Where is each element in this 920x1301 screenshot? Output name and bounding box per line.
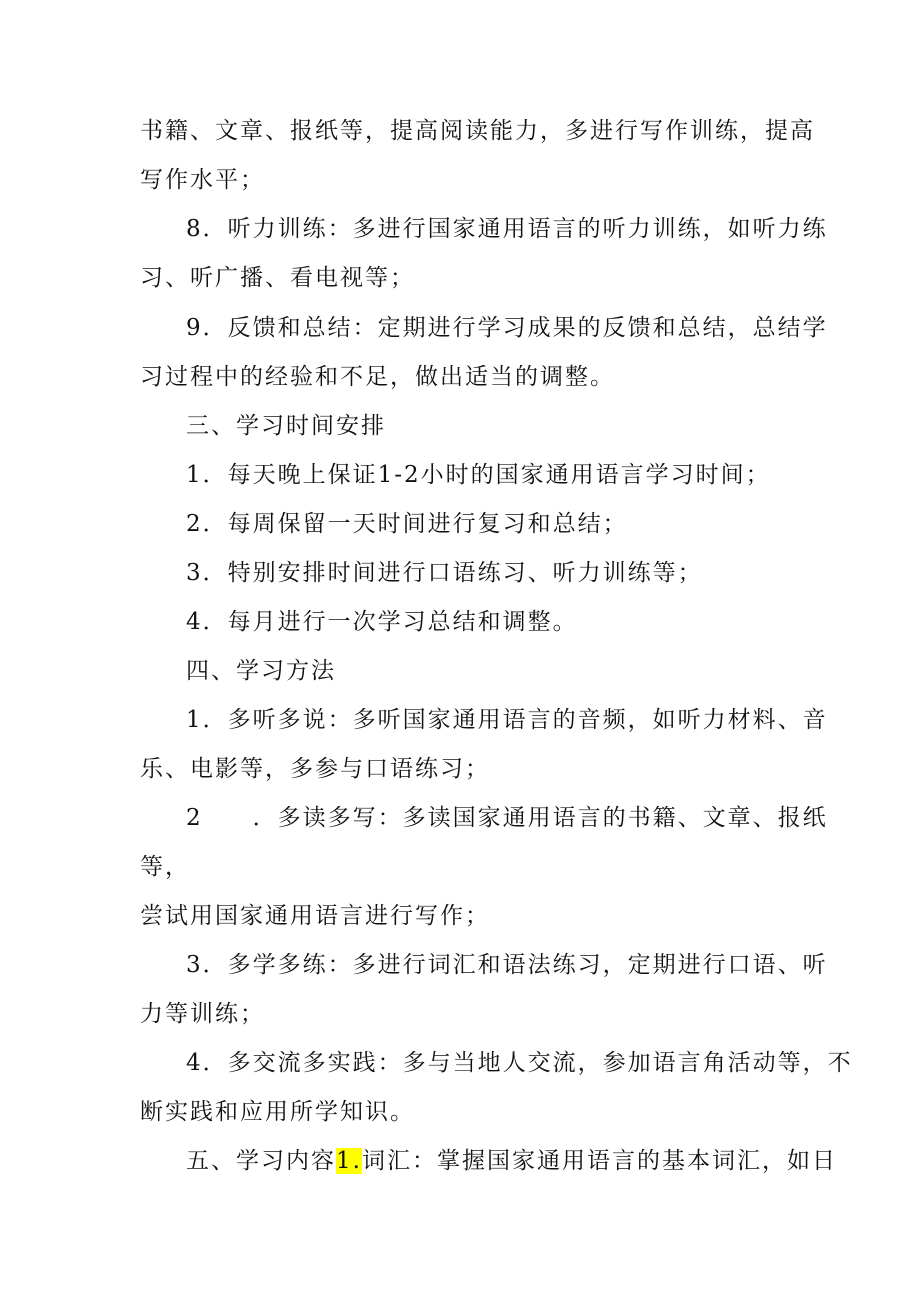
paragraph-line: 书籍、文章、报纸等，提高阅读能力，多进行写作训练，提高 (140, 118, 815, 144)
list-item-line: 3．多学多练：多进行词汇和语法练习，定期进行口语、听 (186, 952, 828, 978)
paragraph-line: 等， (140, 854, 190, 880)
paragraph-line: 习、听广播、看电视等； (140, 265, 415, 291)
paragraph-line: 尝试用国家通用语言进行写作； (140, 903, 490, 929)
list-item-line: 4．每月进行一次学习总结和调整。 (186, 609, 578, 635)
paragraph-line: 力等训练； (140, 1001, 265, 1027)
list-item-line: 2 ．多读多写：多读国家通用语言的书籍、文章、报纸 (186, 805, 828, 831)
paragraph-line: 断实践和应用所学知识。 (140, 1099, 415, 1125)
list-item-line: 1．多听多说：多听国家通用语言的音频，如听力材料、音 (186, 707, 828, 733)
list-item-line: 1．每天晚上保证1-2小时的国家通用语言学习时间； (186, 462, 771, 488)
paragraph-text: 词汇：掌握国家通用语言的基本词汇，如日 (361, 1148, 837, 1174)
list-item-line: 8．听力训练：多进行国家通用语言的听力训练，如听力练 (186, 216, 828, 242)
list-item-line: 3．特别安排时间进行口语练习、听力训练等； (186, 560, 703, 586)
list-item-line: 4．多交流多实践：多与当地人交流，参加语言角活动等，不 (186, 1050, 853, 1076)
section-heading-line (186, 1146, 837, 1176)
list-item-line: 2．每周保留一天时间进行复习和总结； (186, 511, 628, 537)
highlighted-number: 1. (336, 1148, 362, 1174)
paragraph-line: 习过程中的经验和不足，做出适当的调整。 (140, 364, 615, 390)
list-item-line: 9．反馈和总结：定期进行学习成果的反馈和总结，总结学 (186, 315, 828, 341)
section-heading: 四、学习方法 (186, 658, 336, 684)
section-heading: 三、学习时间安排 (186, 413, 386, 439)
paragraph-line: 写作水平； (140, 167, 265, 193)
paragraph-line: 乐、电影等，多参与口语练习； (140, 756, 490, 782)
section-heading: 五、学习内容 (186, 1148, 336, 1174)
